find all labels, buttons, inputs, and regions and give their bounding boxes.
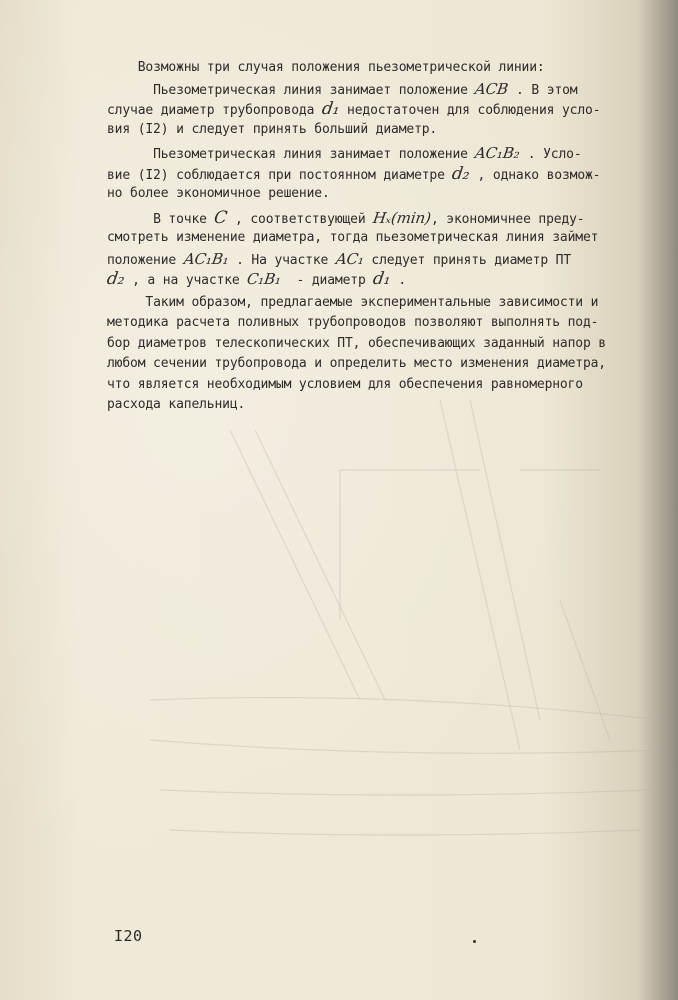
intro-text: Возможны три случая положения пьезометрической линии: (137, 60, 545, 75)
case3-text-f: . На участке (228, 252, 336, 268)
symbol-acb: ACB (474, 79, 510, 98)
case3-text-e: положение (107, 252, 184, 268)
ink-speck (473, 940, 476, 943)
case2-line1 (107, 143, 672, 164)
case1-text-a: Пьезометрическая линия занимает положение (153, 82, 476, 98)
conclusion-text-6: расхода капельниц. (107, 397, 246, 412)
intro-line (107, 58, 672, 79)
case2-text-d: , однако возмож- (469, 167, 601, 183)
case2-text-b: . Усло- (520, 147, 582, 162)
symbol-d1-b: d₁ (371, 269, 393, 289)
case1-text-d: недостаточен для соблюдения усло- (339, 103, 601, 118)
symbol-d2: d₂ (451, 163, 472, 184)
symbol-c1b1: C₁B₁ (246, 270, 283, 288)
case3-text-c: , экономичнее преду- (430, 211, 585, 227)
page-number: I20 (114, 927, 143, 945)
conclusion-line6 (107, 395, 672, 416)
symbol-ac1b2: AC₁B₂ (474, 144, 522, 162)
symbol-hx-min: Hₓ(min) (371, 208, 433, 227)
case1-line2 (107, 99, 672, 120)
case3-text-b: , соответствующей (227, 211, 374, 227)
symbol-ac1b1: AC₁B₁ (182, 249, 230, 268)
symbol-d2-b: d₂ (105, 269, 126, 289)
case3-line1 (107, 208, 672, 229)
case3-line3 (107, 249, 672, 270)
symbol-d1: d₁ (320, 99, 341, 119)
case2-text-a: Пьезометрическая линия занимает положение (153, 147, 476, 162)
case2-text-c: вие (I2) соблюдается при постоянном диаметре (107, 167, 453, 183)
case1-line3 (107, 120, 672, 141)
conclusion-text-2: методика расчета поливных трубопроводов позволяют выполнять под- (107, 315, 599, 330)
conclusion-text-4: любом сечении трубопровода и определить место изменения диаметра, (107, 356, 606, 371)
case3-line4 (107, 269, 672, 290)
symbol-c: C (213, 207, 229, 228)
case3-text-j: . (390, 273, 407, 288)
conclusion-text-3: бор диаметров телескопических ПТ, обеспечивающих заданный напор в (107, 335, 606, 351)
case2-line2 (107, 164, 672, 185)
body-text (107, 58, 672, 416)
conclusion-line2 (107, 313, 672, 334)
case3-text-h: , а на участке (124, 273, 248, 288)
case1-line1 (107, 79, 672, 100)
conclusion-line4 (107, 354, 672, 375)
case3-text-d: смотреть изменение диаметра, тогда пьезометрическая линия займет (107, 230, 599, 245)
conclusion-line3 (107, 334, 672, 355)
case3-text-i: - диаметр (281, 273, 374, 288)
conclusion-line1 (107, 293, 672, 314)
case1-text-c: случае диаметр трубопровода (107, 103, 322, 118)
case2-line3 (107, 184, 672, 205)
case1-text-e: вия (I2) и следует принять больший диаметр. (107, 121, 438, 137)
conclusion-text-5: что является необходимым условием для обеспечения равномерного (107, 376, 583, 392)
case3-text-a: В точке (153, 211, 215, 227)
conclusion-text-1: Таким образом, предлагаемые экспериментальные зависимости и (145, 294, 599, 310)
case3-line2 (107, 228, 672, 249)
case1-text-b: . В этом (508, 82, 578, 98)
case2-text-e: но более экономичное решение. (107, 186, 330, 201)
symbol-ac1: AC₁ (334, 249, 366, 268)
conclusion-line5 (107, 375, 672, 396)
case3-text-g: следует принять диаметр ПТ (363, 252, 572, 268)
